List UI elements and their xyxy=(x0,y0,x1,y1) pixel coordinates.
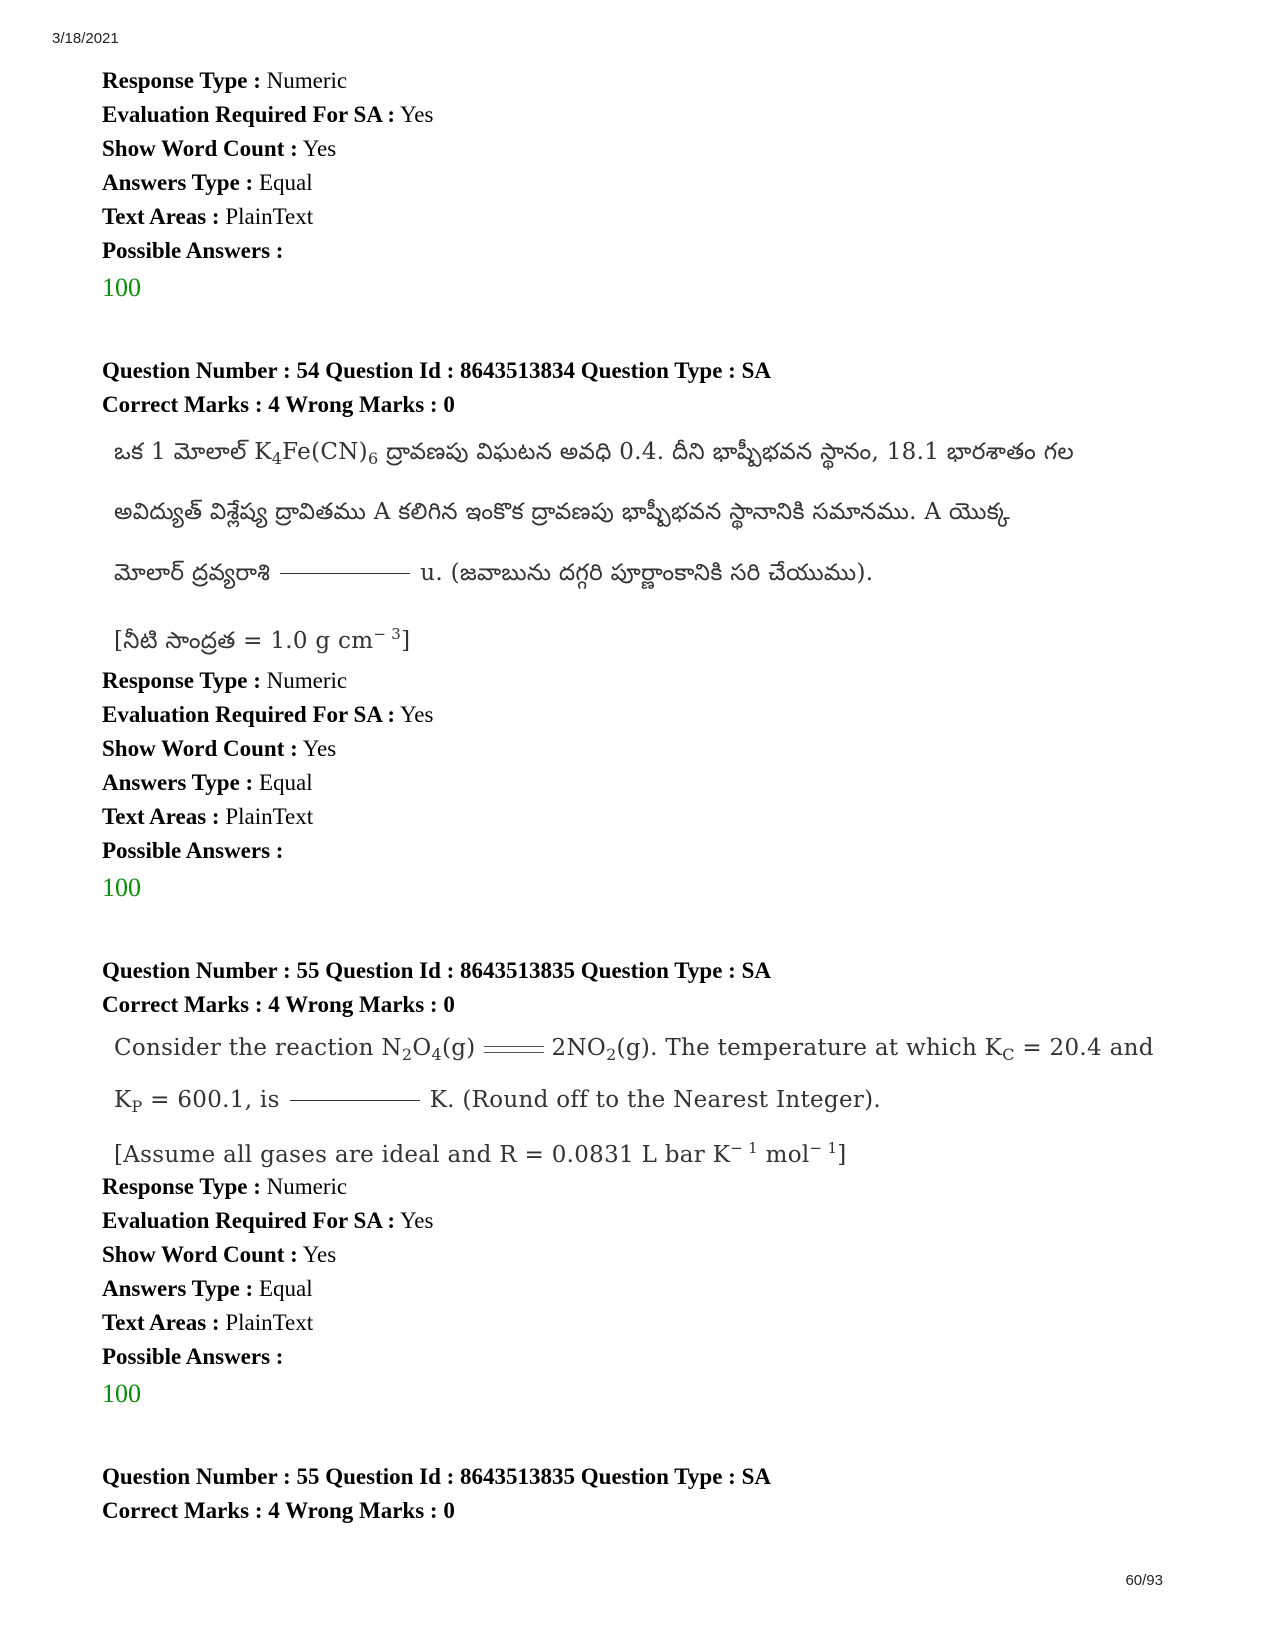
question-marks: Correct Marks : 4 Wrong Marks : 0 xyxy=(102,992,455,1017)
answers-type-row: Answers Type : Equal xyxy=(102,170,313,195)
show-word-count-row: Show Word Count : Yes xyxy=(102,1242,337,1267)
question-header: Question Number : 55 Question Id : 8643513835 Question Type : SA xyxy=(102,1464,771,1489)
question-header: Question Number : 55 Question Id : 8643513835 Question Type : SA xyxy=(102,958,771,983)
evaluation-required-row: Evaluation Required For SA : Yes xyxy=(102,702,434,727)
question-line: $K_P = 600.1$, is K. (Round off to the Nearest Integer). xyxy=(114,1087,882,1116)
question-55 xyxy=(102,954,1182,1412)
question-53-details xyxy=(102,64,1182,306)
question-line: [Assume all gases are ideal and R = 0.0831 L bar $K^{- 1}$ mol$^{- 1}$] xyxy=(114,1139,847,1168)
question-55-repeat xyxy=(102,1460,1182,1528)
question-text xyxy=(114,1022,1182,1170)
print-date: 3/18/2021 xyxy=(52,30,119,47)
text-areas-row: Text Areas : PlainText xyxy=(102,204,314,229)
answer-blank xyxy=(280,573,410,574)
evaluation-required-row: Evaluation Required For SA : Yes xyxy=(102,1208,434,1233)
question-text xyxy=(114,422,1182,664)
possible-answer-value: 100 xyxy=(102,1379,141,1408)
page-number: 60/93 xyxy=(1125,1572,1163,1589)
question-marks: Correct Marks : 4 Wrong Marks : 0 xyxy=(102,392,455,417)
show-word-count-row: Show Word Count : Yes xyxy=(102,136,337,161)
possible-answer-value: 100 xyxy=(102,273,141,302)
response-type-row: Response Type : Numeric xyxy=(102,68,348,93)
question-header: Question Number : 54 Question Id : 8643513834 Question Type : SA xyxy=(102,358,771,383)
answer-blank xyxy=(290,1100,420,1101)
question-line: Consider the reaction $N_2O_4(g)$ $2NO_2(g)$. The temperature at which $K_C = 20.4$ and xyxy=(114,1035,1154,1064)
page-content xyxy=(102,64,1182,1528)
question-line: అవిద్యుత్ విశ్లేష్య ద్రావితము A కలిగిన ఇంకొక ద్రావణపు భాష్పీభవన స్థానానికి సమానము. A యొక్క xyxy=(114,499,1011,525)
question-line: [నీటి సాంద్రత = 1.0 g $cm^{- 3}$] xyxy=(114,625,411,654)
equilibrium-arrow-icon xyxy=(484,1043,544,1057)
question-54 xyxy=(102,354,1182,906)
possible-answers-label: Possible Answers : xyxy=(102,238,284,263)
text-areas-row: Text Areas : PlainText xyxy=(102,804,314,829)
question-marks: Correct Marks : 4 Wrong Marks : 0 xyxy=(102,1498,455,1523)
answers-type-row: Answers Type : Equal xyxy=(102,770,313,795)
text-areas-row: Text Areas : PlainText xyxy=(102,1310,314,1335)
show-word-count-row: Show Word Count : Yes xyxy=(102,736,337,761)
response-type-row: Response Type : Numeric xyxy=(102,1174,348,1199)
response-type-row: Response Type : Numeric xyxy=(102,668,348,693)
answers-type-row: Answers Type : Equal xyxy=(102,1276,313,1301)
evaluation-required-row: Evaluation Required For SA : Yes xyxy=(102,102,434,127)
possible-answer-value: 100 xyxy=(102,873,141,902)
possible-answers-label: Possible Answers : xyxy=(102,1344,284,1369)
question-line: మోలార్ ద్రవ్యరాశి u. (జవాబును దగ్గరి పూర్ణాంకానికి సరి చేయుము). xyxy=(114,560,874,586)
possible-answers-label: Possible Answers : xyxy=(102,838,284,863)
question-line: ఒక 1 మోలాల్ $K_4Fe(CN)_6$ ద్రావణపు విఘటన అవధి 0.4. దీని భాష్పీభవన స్థానం, 18.1 భారశాతం గల xyxy=(114,439,1075,468)
